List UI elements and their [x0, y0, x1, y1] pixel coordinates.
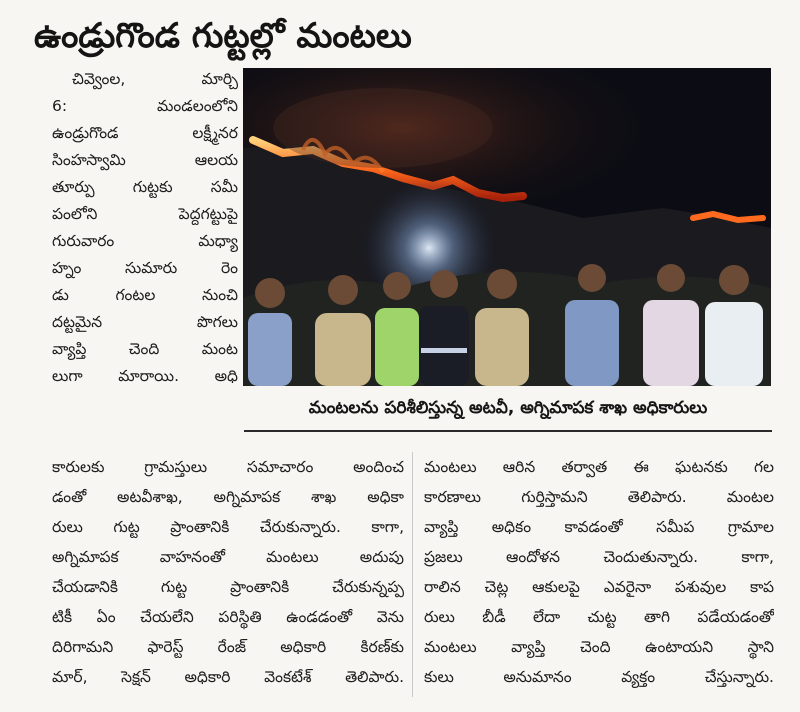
- fire-photo-illustration: [243, 68, 771, 386]
- text-line: వ్యాప్తి అధికం కావడంతో సమీప గ్రామాల: [424, 518, 774, 536]
- text-line: డు గంటల నుంచి: [52, 286, 238, 304]
- text-line: టికీ ఏం చేయలేని పరిస్థితి ఉండడంతో వెను: [52, 608, 404, 626]
- text-line: కారణాలు గుర్తిస్తామని తెలిపారు. మంటల: [424, 488, 774, 506]
- text-line: లుగా మారాయి. అధి: [52, 367, 238, 385]
- text-line: మార్, సెక్షన్ అధికారి వెంకటేశ్ తెలిపారు.: [52, 668, 404, 686]
- fire-photo: [243, 68, 771, 386]
- text-line: మంటలు ఆరిన తర్వాత ఈ ఘటనకు గల: [424, 458, 774, 476]
- text-line: వ్యాప్తి చెంది మంట: [52, 340, 238, 358]
- text-line: గురువారం మధ్యా: [52, 232, 238, 250]
- text-line: ప్రజలు ఆందోళన చెందుతున్నారు. కాగా,: [424, 548, 774, 566]
- text-line: రులు బీడీ లేదా చుట్ట తాగి పడేయడంతో: [424, 608, 774, 626]
- text-line: 6: మండలంలోని: [52, 97, 238, 115]
- text-line: హ్నం సుమారు రెం: [52, 259, 238, 277]
- text-line: రులు గుట్ట ప్రాంతానికి చేరుకున్నారు. కాగా,: [52, 518, 404, 536]
- right-text-column: [424, 452, 774, 692]
- text-line: అగ్నిమాపక వాహనంతో మంటలు అదుపు: [52, 548, 404, 566]
- text-line: చివ్వెంల, మార్చి: [72, 70, 238, 88]
- text-line: దట్టమైన పొగలు: [52, 313, 238, 331]
- text-line: రాలిన చెట్ల ఆకులపై ఎవరైనా పశువుల కాప: [424, 578, 774, 596]
- text-line: కులు అనుమానం వ్యక్తం చేస్తున్నారు.: [424, 668, 774, 686]
- left-text-column: [52, 452, 404, 692]
- text-line: చేయడానికి గుట్ట ప్రాంతానికి చేరుకున్నప్ప: [52, 578, 404, 596]
- text-line: కారులకు గ్రామస్తులు సమాచారం అందించ: [52, 458, 404, 476]
- text-line: తూర్పు గుట్టకు సమీ: [52, 178, 238, 196]
- text-line: సింహస్వామి ఆలయ: [52, 151, 238, 169]
- text-line: ఉండ్రుగొండ లక్ష్మీనర: [52, 124, 238, 142]
- text-line: డంతో అటవీశాఖ, అగ్నిమాపక శాఖ అధికా: [52, 488, 404, 506]
- headline: ఉండ్రుగొండ గుట్టల్లో మంటలు: [34, 16, 412, 56]
- text-line: పంలోని పెద్దగట్టుపై: [52, 205, 238, 223]
- narrow-text-column: [52, 66, 238, 390]
- column-divider: [412, 452, 413, 697]
- caption-rule: [244, 430, 772, 432]
- photo-caption: మంటలను పరిశీలిస్తున్న అటవీ, అగ్నిమాపక శాఖ అధికారులు: [308, 398, 708, 418]
- text-line: మంటలు వ్యాప్తి చెంది ఉంటాయని స్థాని: [424, 638, 774, 656]
- text-line: దిరిగామని ఫారెస్ట్ రేంజ్ అధికారి కిరణ్‌కు: [52, 638, 404, 656]
